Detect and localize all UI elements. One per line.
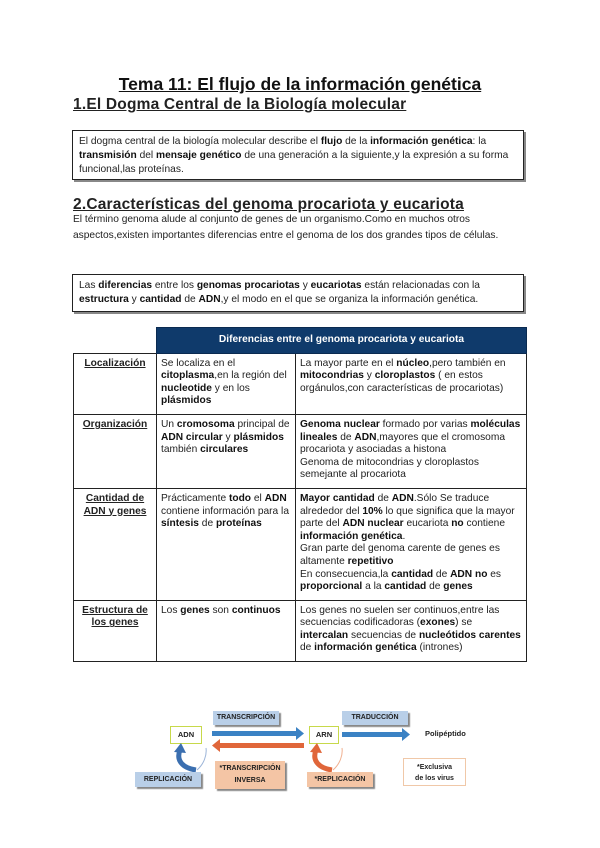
section2-intro: El término genoma alude al conjunto de genes de un organismo.Como en muchos otros aspectos,existen importantes diferencias entre el genoma de los dos grandes tipos de células. (73, 214, 499, 241)
virus-note (403, 758, 466, 786)
transcripcion-label: TRANSCRIPCIÓN (213, 711, 279, 725)
cell-prokaryote: Se localiza en el citoplasma,en la región del nucleotide y en los plásmidos (157, 353, 296, 414)
row-label-cantidad: Cantidad de ADN y genes (74, 488, 157, 600)
cell-prokaryote: Prácticamente todo el ADN contiene información para la síntesis de proteínas (157, 488, 296, 600)
row-label-estructura: Estructura de los genes (74, 600, 157, 661)
cell-eukaryote: Genoma nuclear formado por varias moléculas lineales de ADN,mayores que el cromosoma procariota y asociadas a histona Genoma de mitocondrias y cloroplastos semejante al procariota (296, 414, 527, 488)
transcripcion-inversa-label (215, 761, 285, 789)
virus-note-line2: de los virus (415, 775, 454, 782)
traduccion-label: TRADUCCIÓN (342, 711, 408, 725)
dogma-definition-text: El dogma central de la biología molecular describe el flujo de la información genética: la transmisión del mensaje genético de una generación a la siguiente,y la expresión a su forma funcional,las proteínas. (79, 136, 509, 175)
row-label-localizacion: Localización (74, 353, 157, 414)
replicacion-label: REPLICACIÓN (135, 772, 201, 787)
cell-eukaryote: La mayor parte en el núcleo,pero también en mitocondrias y cloroplastos ( en estos orgánulos,con características de procariotas) (296, 353, 527, 414)
table-row (74, 600, 527, 661)
differences-summary-box (72, 274, 524, 312)
cell-eukaryote: Mayor cantidad de ADN.Sólo Se traduce alrededor del 10% lo que significa que la mayor parte del ADN nuclear eucariota no contiene información genética. Gran parte del genoma carente de genes es altamente repetitivo En consecuencia,la cantidad de ADN no es proporcional a la cantidad de genes (296, 488, 527, 600)
table-corner (74, 328, 157, 354)
table-row (74, 414, 527, 488)
section2-heading: 2.Características del genoma procariota y eucariota (73, 196, 464, 213)
table-row (74, 353, 527, 414)
virus-note-line1: *Exclusiva (416, 764, 453, 771)
table-row (74, 488, 527, 600)
polipeptido-label: Polipéptido (425, 729, 466, 738)
dogma-definition-box (72, 130, 524, 180)
transcripcion-inversa-line2: INVERSA (234, 777, 266, 784)
cell-prokaryote: Un cromosoma principal de ADN circular y plásmidos también circulares (157, 414, 296, 488)
row-label-organizacion: Organización (74, 414, 157, 488)
section1-heading: 1.El Dogma Central de la Biología molecular (73, 96, 407, 113)
arn-node: ARN (309, 726, 339, 744)
cell-eukaryote: Los genes no suelen ser continuos,entre las secuencias codificadoras (exones) se intercalan secuencias de nucleótidos carentes de información genética (intrones) (296, 600, 527, 661)
transcripcion-inversa-line1: *TRANSCRIPCIÓN (219, 765, 281, 772)
differences-summary-text: Las diferencias entre los genomas procariotas y eucariotas están relacionadas con la estructura y cantidad de ADN,y el modo en el que se organiza la información genética. (79, 280, 480, 305)
adn-node: ADN (170, 726, 202, 744)
replicacion-arn-label: *REPLICACIÓN (307, 772, 373, 787)
comparison-table (73, 327, 527, 662)
table-header: Diferencias entre el genoma procariota y eucariota (157, 328, 527, 354)
page-title: Tema 11: El flujo de la información genética (118, 74, 482, 94)
cell-prokaryote: Los genes son continuos (157, 600, 296, 661)
